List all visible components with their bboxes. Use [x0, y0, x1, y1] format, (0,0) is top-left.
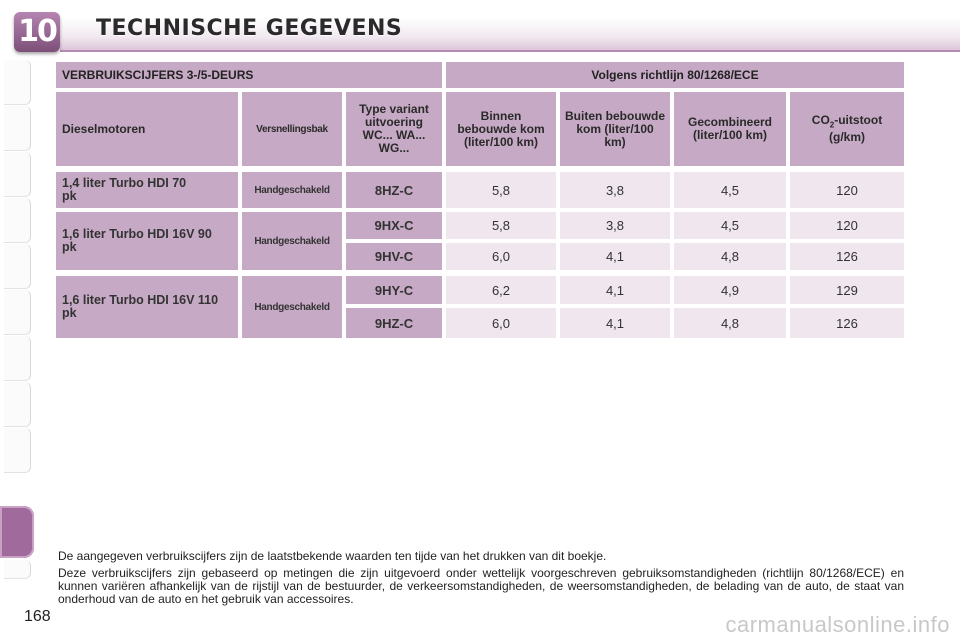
- type-code: 9HX-C: [346, 212, 442, 239]
- column-header-engine: Dieselmotoren: [56, 92, 238, 166]
- directive-title: Volgens richtlijn 80/1268/ECE: [446, 62, 904, 88]
- extra-urban-value: 3,8: [560, 172, 670, 208]
- extra-urban-value: 3,8: [560, 212, 670, 239]
- column-header-combined: Gecombineerd (liter/100 km): [674, 92, 786, 166]
- watermark: carmanualsonline.info: [725, 612, 950, 637]
- combined-value: 4,5: [674, 172, 786, 208]
- chapter-number-badge: 10: [14, 12, 60, 52]
- co2-value: 120: [790, 172, 904, 208]
- type-code: 9HY-C: [346, 276, 442, 304]
- section-title: VERBRUIKSCIJFERS 3-/5-DEURS: [56, 62, 442, 88]
- co2-value: 129: [790, 276, 904, 304]
- extra-urban-value: 4,1: [560, 243, 670, 270]
- combined-value: 4,8: [674, 308, 786, 338]
- co2-value: 126: [790, 308, 904, 338]
- column-header-extra-urban: Buiten bebouwde kom (liter/100 km): [560, 92, 670, 166]
- co2-value: 126: [790, 243, 904, 270]
- urban-value: 5,8: [446, 212, 556, 239]
- chapter-tab[interactable]: [4, 106, 31, 151]
- chapter-tab[interactable]: [4, 244, 31, 289]
- chapter-tab[interactable]: [4, 382, 31, 427]
- column-header-urban: Binnen bebouwde kom (liter/100 km): [446, 92, 556, 166]
- type-code: 8HZ-C: [346, 172, 442, 208]
- consumption-table: [56, 62, 904, 342]
- footnote-latest-values: De aangegeven verbruikscijfers zijn de laatstbekende waarden ten tijde van het drukken van dit boekje.: [58, 549, 607, 563]
- urban-value: 6,2: [446, 276, 556, 304]
- type-code: 9HV-C: [346, 243, 442, 270]
- urban-value: 6,0: [446, 243, 556, 270]
- gearbox-label: Handgeschakeld: [242, 172, 342, 208]
- extra-urban-value: 4,1: [560, 308, 670, 338]
- combined-value: 4,9: [674, 276, 786, 304]
- chapter-tab[interactable]: [4, 198, 31, 243]
- footnote-measurement-conditions: Deze verbruikscijfers zijn gebaseerd op metingen die zijn uitgevoerd onder wettelijk voorgeschreven gebruiksomstandigheden (richtlijn 80/1268/ECE) en kunnen variëren afhankelijk van de rijstijl van de bestuurder, de verkeersomstandigheden, de weersomstandigheden, de belading van de auto, de staat van onderhoud van de auto en het gebruik van accessoires.: [58, 566, 904, 606]
- column-header-co2: $CO_2$-uitstoot (g/km): [790, 92, 904, 166]
- engine-label: 1,6 liter Turbo HDI 16V 90 pk: [56, 212, 238, 270]
- chapter-tab[interactable]: [4, 336, 31, 381]
- engine-label: 1,4 liter Turbo HDI 70 pk: [56, 172, 238, 208]
- urban-value: 6,0: [446, 308, 556, 338]
- extra-urban-value: 4,1: [560, 276, 670, 304]
- chapter-tab[interactable]: [4, 152, 31, 197]
- page-number: 168: [24, 608, 51, 625]
- chapter-tab[interactable]: [4, 60, 31, 105]
- column-header-type-variant: Type variant uitvoering WC... WA... WG...: [346, 92, 442, 166]
- co2-value: 120: [790, 212, 904, 239]
- engine-label: 1,6 liter Turbo HDI 16V 110 pk: [56, 276, 238, 338]
- chapter-tab-active[interactable]: [0, 506, 34, 558]
- chapter-tab[interactable]: [4, 290, 31, 335]
- page-title: TECHNISCHE GEGEVENS: [96, 16, 403, 41]
- type-code: 9HZ-C: [346, 308, 442, 338]
- combined-value: 4,8: [674, 243, 786, 270]
- combined-value: 4,5: [674, 212, 786, 239]
- chapter-tab[interactable]: [4, 428, 31, 473]
- gearbox-label: Handgeschakeld: [242, 212, 342, 270]
- gearbox-label: Handgeschakeld: [242, 276, 342, 338]
- column-header-gearbox: Versnellingsbak: [242, 92, 342, 166]
- chapter-tabs: [0, 60, 34, 580]
- chapter-tab[interactable]: [4, 560, 31, 579]
- urban-value: 5,8: [446, 172, 556, 208]
